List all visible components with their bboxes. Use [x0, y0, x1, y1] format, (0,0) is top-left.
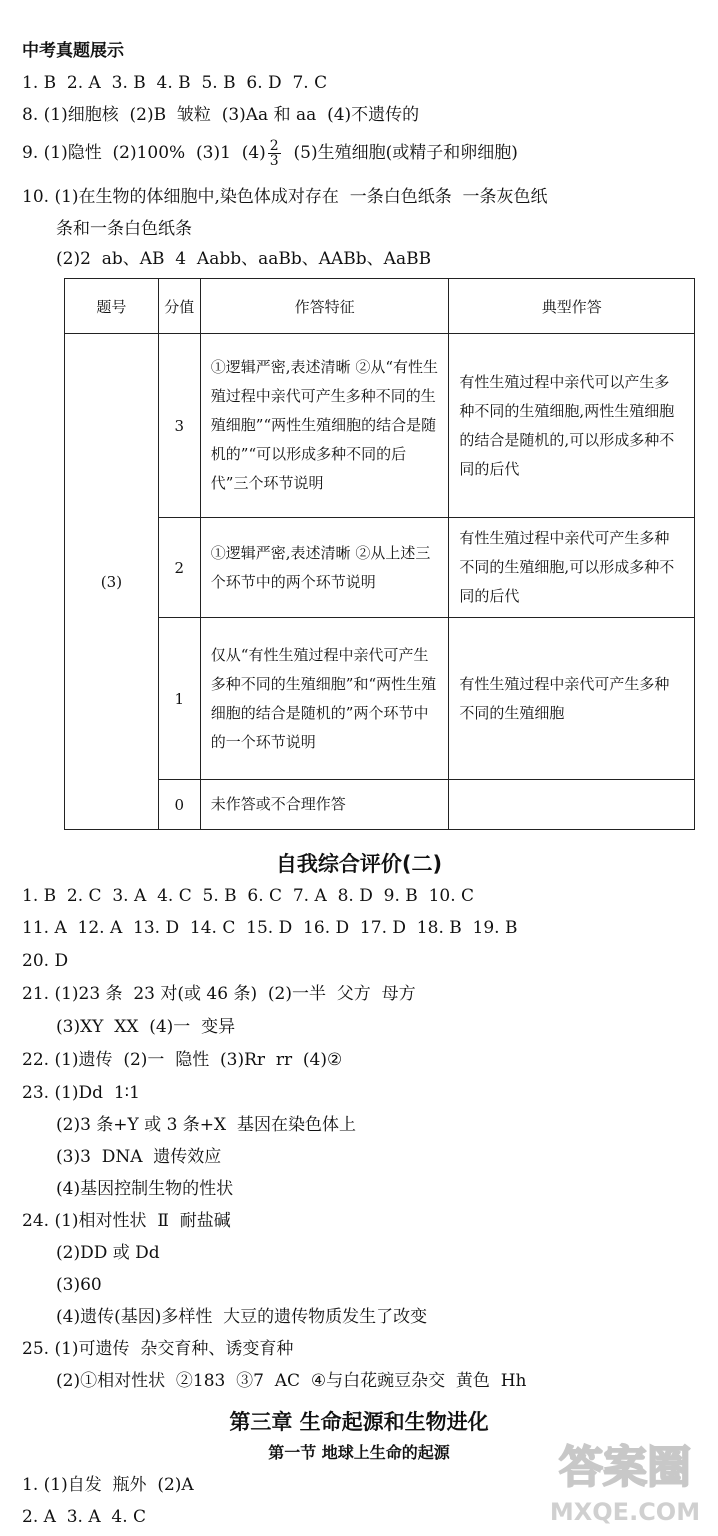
typical-cell: 有性生殖过程中亲代可产生多种不同的生殖细胞,可以形成多种不同的后代 — [449, 518, 695, 618]
answer-line-q9 — [22, 138, 518, 168]
fraction — [268, 139, 281, 168]
typical-cell: 有性生殖过程中亲代可产生多种不同的生殖细胞 — [449, 618, 695, 780]
feature-cell: 仅从“有性生殖过程中亲代可产生多种不同的生殖细胞”和“两性生殖细胞的结合是随机的”两个环节中的一个环节说明 — [200, 618, 449, 780]
answer-line: (2)DD 或 Dd — [56, 1243, 160, 1263]
answer-line: (3)XY XX (4)一 变异 — [56, 1017, 236, 1037]
score-cell: 0 — [158, 780, 200, 830]
typical-cell — [449, 780, 695, 830]
feature-cell: ①逻辑严密,表述清晰 ②从“有性生殖过程中亲代可产生多种不同的生殖细胞”“两性生殖细胞的结合是随机的”“可以形成多种不同的后代”三个环节说明 — [200, 334, 449, 518]
section-title-review: 自我综合评价(二) — [275, 852, 443, 876]
table-row — [65, 334, 695, 518]
answer-line: 1. (1)自发 瓶外 (2)A — [22, 1475, 194, 1495]
answer-line: 1. B 2. C 3. A 4. C 5. B 6. C 7. A 8. D 9. B 10. C — [22, 886, 475, 906]
scoring-table — [64, 278, 695, 830]
answer-line: 24. (1)相对性状 Ⅱ 耐盐碱 — [22, 1211, 231, 1231]
q9-before: 9. (1)隐性 (2)100% (3)1 (4) — [22, 143, 266, 163]
answer-line: (3)3 DNA 遗传效应 — [56, 1147, 222, 1167]
answer-line: 22. (1)遗传 (2)一 隐性 (3)Rr rr (4)② — [22, 1050, 343, 1070]
watermark-url: MXQE.COM — [549, 1498, 701, 1526]
table-row — [65, 780, 695, 830]
answer-line: 2. A 3. A 4. C — [22, 1507, 147, 1527]
header-question: 题号 — [65, 279, 159, 334]
fraction-denominator: 3 — [269, 153, 279, 169]
typical-cell: 有性生殖过程中亲代可以产生多种不同的生殖细胞,两性生殖细胞的结合是随机的,可以形成多种不同的后代 — [449, 334, 695, 518]
watermark-text: 答案圈 — [559, 1442, 691, 1493]
answer-line: (2)3 条+Y 或 3 条+X 基因在染色体上 — [56, 1115, 356, 1135]
answer-line: (2)2 ab、AB 4 Aabb、aaBb、AABb、AaBB — [56, 249, 432, 269]
score-cell: 3 — [158, 334, 200, 518]
answer-line: (4)基因控制生物的性状 — [56, 1179, 234, 1199]
answer-line: 10. (1)在生物的体细胞中,染色体成对存在 一条白色纸条 一条灰色纸 — [22, 187, 548, 207]
answer-line: (2)①相对性状 ②183 ③7 AC ④与白花豌豆杂交 黄色 Hh — [56, 1371, 527, 1391]
section-title-exam: 中考真题展示 — [22, 41, 124, 61]
question-number-cell: (3) — [65, 334, 159, 830]
q9-after: (5)生殖细胞(或精子和卵细胞) — [282, 143, 518, 163]
answer-line: (4)遗传(基因)多样性 大豆的遗传物质发生了改变 — [56, 1307, 428, 1327]
table-header-row — [65, 279, 695, 334]
answer-line: 23. (1)Dd 1∶1 — [22, 1083, 140, 1103]
answer-line: 条和一条白色纸条 — [56, 219, 192, 239]
score-cell: 1 — [158, 618, 200, 780]
answer-line: 20. D — [22, 951, 69, 971]
answer-line: 25. (1)可遗传 杂交育种、诱变育种 — [22, 1339, 294, 1359]
chapter-title: 第三章 生命起源和生物进化 — [229, 1410, 489, 1434]
table-row — [65, 518, 695, 618]
answer-line: (3)60 — [56, 1275, 102, 1295]
header-typical: 典型作答 — [449, 279, 695, 334]
answer-line: 8. (1)细胞核 (2)B 皱粒 (3)Aa 和 aa (4)不遗传的 — [22, 105, 420, 125]
chapter-subtitle: 第一节 地球上生命的起源 — [268, 1443, 450, 1462]
feature-cell: ①逻辑严密,表述清晰 ②从上述三个环节中的两个环节说明 — [200, 518, 449, 618]
answer-line: 21. (1)23 条 23 对(或 46 条) (2)一半 父方 母方 — [22, 984, 416, 1004]
fraction-numerator: 2 — [269, 138, 279, 154]
feature-cell: 未作答或不合理作答 — [200, 780, 449, 830]
watermark-logo — [540, 1420, 710, 1530]
header-feature: 作答特征 — [200, 279, 449, 334]
header-score: 分值 — [158, 279, 200, 334]
score-cell: 2 — [158, 518, 200, 618]
answer-line: 1. B 2. A 3. B 4. B 5. B 6. D 7. C — [22, 73, 328, 93]
answer-line: 11. A 12. A 13. D 14. C 15. D 16. D 17. D 18. B 19. B — [22, 918, 518, 938]
table-row — [65, 618, 695, 780]
